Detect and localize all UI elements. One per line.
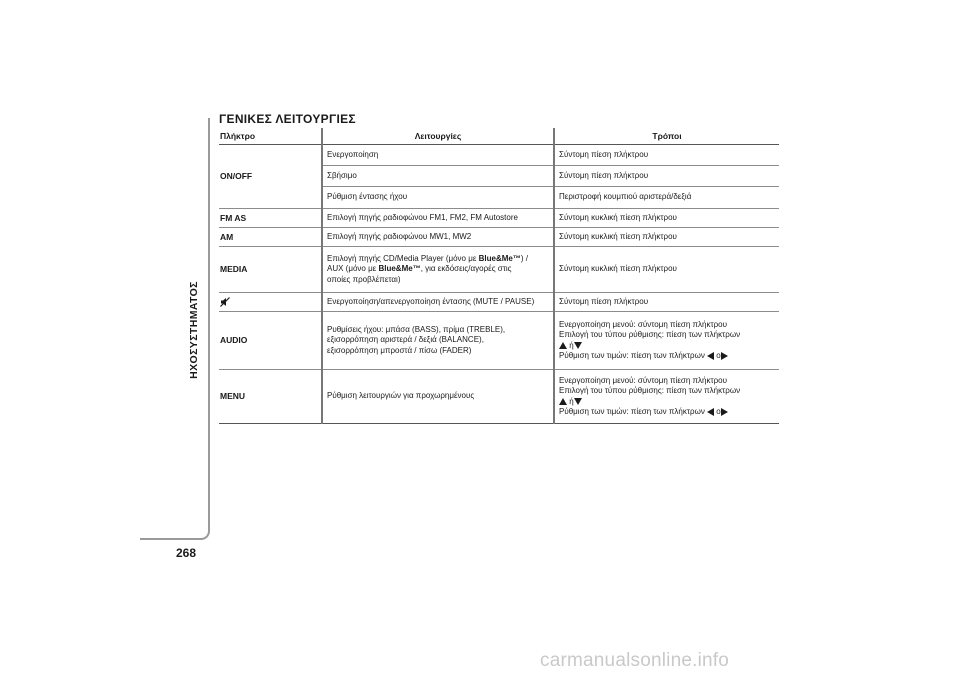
function-cell: Ρύθμιση έντασης ήχου — [322, 187, 554, 209]
arrow-down-icon — [574, 398, 582, 405]
media-text-4: , για εκδόσεις/αγορές στις — [420, 264, 512, 274]
section-side-label: ΗΧΟΣΥΣΤΗΜΑΤΟΣ — [188, 281, 200, 379]
blue-me-label: Blue&Me™ — [378, 264, 421, 274]
function-cell — [322, 247, 554, 293]
header-method: Τρόποι — [554, 128, 779, 145]
media-text-1: Επιλογή πηγής CD/Media Player (μόνο με — [327, 253, 479, 263]
function-cell: Επιλογή πηγής ραδιοφώνου MW1, MW2 — [322, 228, 554, 247]
functions-table — [219, 128, 779, 424]
function-cell: Ενεργοποίηση/απενεργοποίηση έντασης (MUTE / PAUSE) — [322, 293, 554, 312]
function-cell: Ρύθμιση λειτουργιών για προχωρημένους — [322, 370, 554, 424]
method-cell — [554, 312, 779, 370]
method-line: Ρύθμιση των τιμών: πίεση των πλήκτρων — [559, 351, 705, 360]
table-row — [219, 293, 779, 312]
method-cell: Σύντομη πίεση πλήκτρου — [554, 166, 779, 187]
method-or: ο — [716, 351, 721, 360]
method-line: Επιλογή του τύπου ρύθμισης: πίεση των πλήκτρων — [559, 330, 741, 339]
table-row — [219, 247, 779, 293]
watermark: carmanualsonline.info — [540, 650, 730, 671]
media-text-5: οποίες προβλέπεται) — [327, 274, 401, 284]
method-line: Επιλογή του τύπου ρύθμισης: πίεση των πλήκτρων — [559, 386, 741, 395]
method-or: ή — [569, 396, 574, 406]
method-cell: Σύντομη κυκλική πίεση πλήκτρου — [554, 247, 779, 293]
arrow-up-icon — [559, 398, 567, 405]
key-audio: AUDIO — [219, 312, 322, 370]
function-cell: Επιλογή πηγής ραδιοφώνου FM1, FM2, FM Autostore — [322, 209, 554, 228]
method-line: Ρύθμιση των τιμών: πίεση των πλήκτρων — [559, 407, 705, 416]
arrow-down-icon — [574, 342, 582, 349]
method-line: Ενεργοποίηση μενού: σύντομη πίεση πλήκτρου — [559, 375, 727, 385]
header-function: Λειτουργίες — [322, 128, 554, 145]
arrow-up-icon — [559, 342, 567, 349]
arrow-left-icon — [707, 352, 714, 360]
key-am: AM — [219, 228, 322, 247]
function-cell: Σβήσιμο — [322, 166, 554, 187]
method-cell: Σύντομη πίεση πλήκτρου — [554, 293, 779, 312]
method-cell: Σύντομη κυκλική πίεση πλήκτρου — [554, 228, 779, 247]
arrow-right-icon — [721, 408, 728, 416]
audio-line: Ρυθμίσεις ήχου: μπάσα (BASS), πρίμα (TREBLE), — [327, 324, 506, 334]
table-row — [219, 228, 779, 247]
method-cell: Περιστροφή κουμπιού αριστερά/δεξιά — [554, 187, 779, 209]
function-cell: Ενεργοποίηση — [322, 145, 554, 166]
arrow-right-icon — [721, 352, 728, 360]
audio-line: εξισορρόπηση αριστερά / δεξιά (BALANCE), — [327, 335, 484, 345]
method-cell — [554, 370, 779, 424]
section-title: ΓΕΝΙΚΕΣ ΛΕΙΤΟΥΡΓΙΕΣ — [219, 112, 356, 126]
key-mute — [219, 293, 322, 312]
header-key: Πλήκτρο — [219, 128, 322, 145]
function-cell — [322, 312, 554, 370]
method-or: ο — [716, 407, 721, 416]
table-row — [219, 312, 779, 370]
table-header-row — [219, 128, 779, 145]
table-row — [219, 209, 779, 228]
key-fm-as: FM AS — [219, 209, 322, 228]
media-text-3: AUX (μόνο με — [327, 264, 379, 274]
mute-speaker-icon — [220, 297, 230, 307]
table-row — [219, 145, 779, 166]
blue-me-label: Blue&Me™ — [478, 253, 521, 263]
audio-line: εξισορρόπηση μπροστά / πίσω (FADER) — [327, 345, 472, 355]
method-cell: Σύντομη κυκλική πίεση πλήκτρου — [554, 209, 779, 228]
key-on-off: ON/OFF — [219, 145, 322, 209]
arrow-left-icon — [707, 408, 714, 416]
table-row — [219, 370, 779, 424]
key-media: MEDIA — [219, 247, 322, 293]
method-or: ή — [569, 340, 574, 350]
page-number: 268 — [176, 546, 197, 560]
media-text-2: ) / — [520, 253, 528, 263]
method-cell: Σύντομη πίεση πλήκτρου — [554, 145, 779, 166]
method-line: Ενεργοποίηση μενού: σύντομη πίεση πλήκτρου — [559, 319, 727, 329]
key-menu: MENU — [219, 370, 322, 424]
